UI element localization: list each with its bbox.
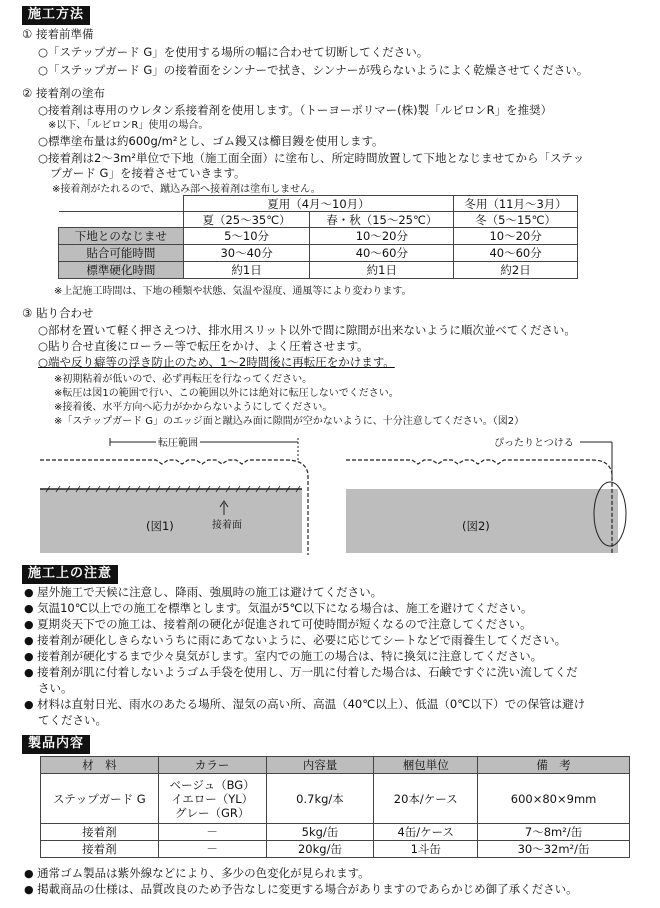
step3-note: ※接着後、水平方向へ応力がかからないようにしてください。 xyxy=(54,402,333,413)
col-header: 夏（25～35℃） xyxy=(183,212,310,228)
fig1-range-label: 転圧範囲 xyxy=(158,438,198,449)
summer-header: 夏用（4月～10月） xyxy=(183,196,453,212)
step1-heading: ① 接着前準備 xyxy=(22,27,94,41)
row-label: 貼合可能時間 xyxy=(59,245,184,262)
product-content: 20kg/缶 xyxy=(266,841,374,858)
table-cell: 30～40分 xyxy=(183,245,310,262)
caution-item: ● 接着剤が硬化しきらないうちに雨にあてないように、必要に応じてシートなどで雨養生してください。 xyxy=(24,633,567,647)
product-unit: 1斗缶 xyxy=(374,841,478,858)
winter-header: 冬用（11月～3月） xyxy=(454,196,578,212)
step2-heading: ② 接着剤の塗布 xyxy=(22,86,105,100)
fig2-caption: (図2) xyxy=(462,519,490,533)
table-cell: 10～20分 xyxy=(310,228,454,245)
product-note: 30～32m²/缶 xyxy=(478,841,630,858)
section-title-method: 施工方法 xyxy=(22,6,90,25)
product-material: ステップガード G xyxy=(41,774,159,824)
table-cell: 5～10分 xyxy=(183,228,310,245)
figure-2 xyxy=(342,430,642,555)
table-cell: 10～20分 xyxy=(454,228,578,245)
step3-note: ※初期粘着が低いので、必ず再転圧を行なってください。 xyxy=(54,374,313,385)
caution-item: ● 接着剤が硬化するまで少々臭気がします。室内での施工の場合は、特に換気に注意してください。 xyxy=(24,649,543,663)
product-colors: － xyxy=(158,841,266,858)
product-col-header: 内容量 xyxy=(266,757,374,774)
step2-line: ○標準塗布量は約600g/m²とし、ゴム鏝又は櫛目鏝を使用します。 xyxy=(38,134,384,148)
footnote: ● 掲載商品の仕様は、品質改良のため予告なしに変更する場合がありますのであらかじめ御了承ください。 xyxy=(24,882,578,896)
step2-line: ○接着剤は専用のウレタン系接着剤を使用します。（トーヨーポリマー(株)製「ルビロンR」を推奨） xyxy=(38,103,553,117)
table-row xyxy=(41,824,630,841)
product-col-header: 梱包単位 xyxy=(374,757,478,774)
table-row xyxy=(59,228,578,245)
table-note: ※上記施工時間は、下地の種類や状態、気温や湿度、通風等により変わります。 xyxy=(54,286,412,297)
step2-note: ※接着剤がたれるので、蹴込み部へ接着剤は塗布しません。 xyxy=(52,184,321,195)
product-unit: 4缶/ケース xyxy=(374,824,478,841)
product-note: 7～8m²/缶 xyxy=(478,824,630,841)
product-col-header: カラー xyxy=(158,757,266,774)
product-colors xyxy=(158,774,266,824)
fig1-caption: (図1) xyxy=(146,519,174,533)
step3-line: ○部材を置いて軽く押さえつけ、排水用スリット以外で間に隙間が出来ないように順次並べてください。 xyxy=(38,323,576,337)
step1-line: ○「ステップガード G」を使用する場所の幅に合わせて切断してください。 xyxy=(38,45,429,59)
step3-heading: ③ 貼り合わせ xyxy=(22,306,94,320)
color-option: イエロー（YL） xyxy=(171,791,254,806)
product-colors: － xyxy=(158,824,266,841)
product-content: 0.7kg/本 xyxy=(266,774,374,824)
product-table xyxy=(40,756,630,858)
caution-item-cont: さい。 xyxy=(38,681,73,695)
step3-note: ※転圧は図1の範囲で行い、この範囲以外には絶対に転圧しないでください。 xyxy=(54,388,399,399)
table-cell: 約1日 xyxy=(183,262,310,279)
table-row xyxy=(41,774,630,824)
step2-note: ※以下、「ルビロンR」使用の場合。 xyxy=(48,120,209,131)
product-note: 600×80×9mm xyxy=(478,774,630,824)
table-corner xyxy=(59,212,184,228)
caution-item: ● 屋外施工で天候に注意し、降雨、強風時の施工は避けてください。 xyxy=(24,585,383,599)
caution-item-cont: てください。 xyxy=(38,713,107,727)
section-title-products: 製品内容 xyxy=(22,735,90,754)
caution-item: ● 接着剤が肌に付着しないようゴム手袋を使用し、万一肌に付着した場合は、石鹸ですぐに洗い流してくだ xyxy=(24,665,578,679)
caution-item: ● 気温10℃以上での施工を標準とします。気温が5℃以下になる場合は、施工を避けてください。 xyxy=(24,601,533,615)
fig1-surface-label: 接着面 xyxy=(212,520,242,531)
col-header: 冬（5～15℃） xyxy=(454,212,578,228)
step2-line: プガード G」を接着させていきます。 xyxy=(50,166,246,180)
table-cell: 約2日 xyxy=(454,262,578,279)
product-col-header: 備 考 xyxy=(478,757,630,774)
product-unit: 20本/ケース xyxy=(374,774,478,824)
table-row xyxy=(59,262,578,279)
step3-line: ○貼り合せ直後にローラー等で転圧をかけ、よく圧着させます。 xyxy=(38,339,369,353)
color-option: グレー（GR） xyxy=(174,805,250,820)
row-label: 標準硬化時間 xyxy=(59,262,184,279)
step2-line: ○接着剤は2～3m²単位で下地（施工面全面）に塗布し、所定時間放置して下地となじませてから「ステッ xyxy=(38,151,585,165)
cure-time-table xyxy=(58,195,578,279)
product-material: 接着剤 xyxy=(41,824,159,841)
table-corner xyxy=(59,196,184,212)
table-row xyxy=(59,245,578,262)
table-cell: 約1日 xyxy=(310,262,454,279)
footnote: ● 通常ゴム製品は紫外線などにより、多少の色変化が見られます。 xyxy=(24,866,370,880)
table-cell: 40～60分 xyxy=(310,245,454,262)
fig2-tight-label: ぴったりとつける xyxy=(494,438,574,449)
col-header: 春・秋（15～25℃） xyxy=(310,212,454,228)
product-material: 接着剤 xyxy=(41,841,159,858)
table-row xyxy=(41,841,630,858)
table-cell: 40～60分 xyxy=(454,245,578,262)
section-title-caution: 施工上の注意 xyxy=(22,565,118,584)
step3-note: ※「ステップガード G」のエッジ面と蹴込み面に隙間が空かないように、十分注意してください。（図2） xyxy=(54,416,525,427)
row-label: 下地とのなじませ xyxy=(59,228,184,245)
caution-item: ● 材料は直射日光、雨水のあたる場所、湿気の高い所、高温（40℃以上）、低温（0℃以下）での保管は避け xyxy=(24,697,586,711)
step1-line: ○「ステップガード G」の接着面をシンナーで拭き、シンナーが残らないようによく乾燥させてください。 xyxy=(38,63,589,77)
product-col-header: 材 料 xyxy=(41,757,159,774)
product-content: 5kg/缶 xyxy=(266,824,374,841)
step3-line: ○端や反り癖等の浮き防止のため、1～2時間後に再転圧をかけます。 xyxy=(38,355,395,369)
color-option: ベージュ（BG） xyxy=(169,777,255,792)
caution-item: ● 夏期炎天下での施工は、接着剤の硬化が促進されて可使時間が短くなるので注意してください。 xyxy=(24,617,532,631)
